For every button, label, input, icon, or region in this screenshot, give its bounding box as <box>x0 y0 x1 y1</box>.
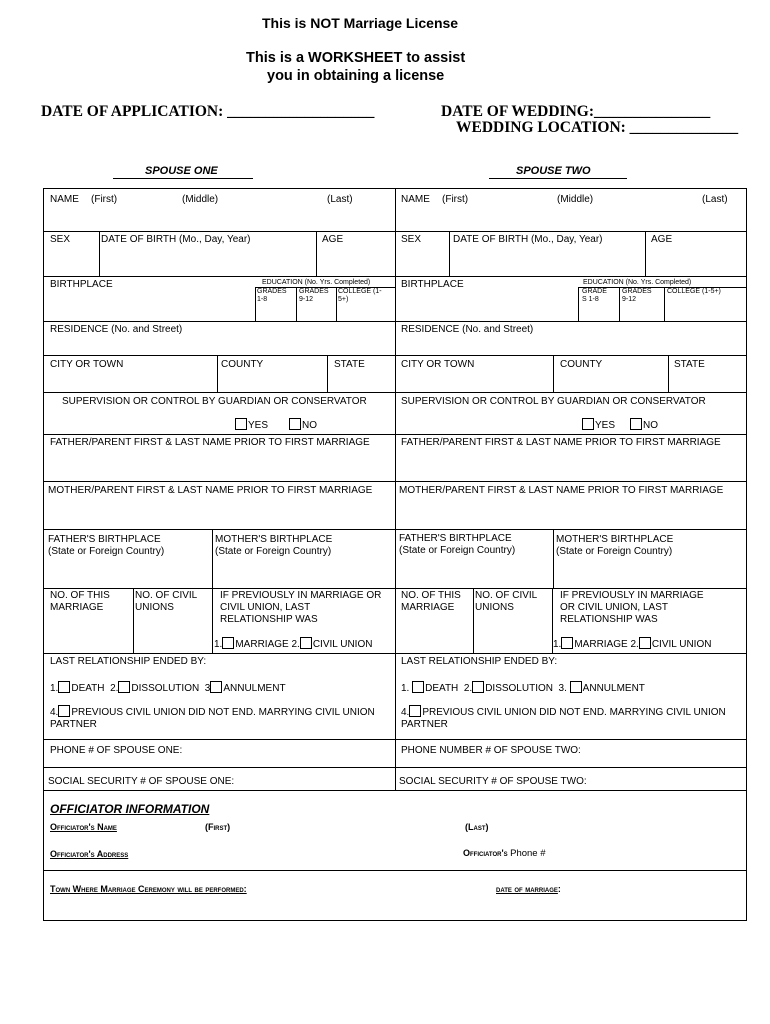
checkbox-icon[interactable] <box>412 681 424 693</box>
s1-first-label: (First) <box>91 194 118 205</box>
checkbox-icon[interactable] <box>630 418 642 430</box>
s2-phone-label: PHONE NUMBER # OF SPOUSE TWO: <box>401 745 581 756</box>
s2-mother-birthplace: MOTHER'S BIRTHPLACE (State or Foreign Country) <box>556 534 674 557</box>
s2-no-marriage: NO. OF THIS MARRIAGE <box>401 590 461 613</box>
s2-supervision-no[interactable]: NO <box>630 418 658 432</box>
checkbox-icon[interactable] <box>118 681 130 693</box>
s1-sex-label: SEX <box>50 234 71 245</box>
s2-supervision-label: SUPERVISION OR CONTROL BY GUARDIAN OR CONSERVATOR <box>401 396 706 407</box>
s2-college: COLLEGE (1-5+) <box>667 288 721 295</box>
s2-ended-options[interactable]: 1. DEATH 2. DISSOLUTION 3. ANNULMENT <box>401 683 645 694</box>
s1-supervision-no[interactable]: NO <box>289 418 317 432</box>
s1-middle-label: (Middle) <box>182 194 219 205</box>
s2-city-label: CITY OR TOWN <box>401 359 475 370</box>
officiator-first-label: (First) <box>205 822 231 832</box>
s1-birthplace-label: BIRTHPLACE <box>50 279 113 290</box>
s2-last-ended-label: LAST RELATIONSHIP ENDED BY: <box>401 656 558 667</box>
s1-previous-relationship: IF PREVIOUSLY IN MARRIAGE OR CIVIL UNION, LAST RELATIONSHIP WAS <box>220 590 382 625</box>
officiator-last-label: (Last) <box>465 822 489 832</box>
s1-education-label: EDUCATION (No. Yrs. Completed) <box>262 279 371 286</box>
not-license-notice: This is NOT Marriage License <box>262 15 459 31</box>
s1-dob-label: DATE OF BIRTH (Mo., Day, Year) <box>101 234 251 245</box>
checkbox-icon[interactable] <box>289 418 301 430</box>
s1-father-birthplace: FATHER'S BIRTHPLACE (State or Foreign Country) <box>48 534 165 557</box>
checkbox-icon[interactable] <box>210 681 222 693</box>
s1-supervision-label: SUPERVISION OR CONTROL BY GUARDIAN OR CONSERVATOR <box>62 396 367 407</box>
s2-county-label: COUNTY <box>560 359 603 370</box>
s2-education-label: EDUCATION (No. Yrs. Completed) <box>583 279 692 286</box>
s2-father-name-label: FATHER/PARENT FIRST & LAST NAME PRIOR TO FIRST MARRIAGE <box>401 437 721 448</box>
officiator-title: OFFICIATOR INFORMATION <box>50 802 210 816</box>
checkbox-icon[interactable] <box>300 637 312 649</box>
s1-county-label: COUNTY <box>221 359 264 370</box>
s1-grades-9-12: GRADES 9-12 <box>299 288 329 303</box>
s1-residence-label: RESIDENCE (No. and Street) <box>50 324 183 335</box>
checkbox-icon[interactable] <box>472 681 484 693</box>
checkbox-icon[interactable] <box>235 418 247 430</box>
s2-last-label: (Last) <box>702 194 728 205</box>
s2-grades-9-12: GRADES 9-12 <box>622 288 652 303</box>
spouse-two-title: SPOUSE TWO <box>516 165 591 177</box>
s1-mother-birthplace: MOTHER'S BIRTHPLACE (State or Foreign Country) <box>215 534 333 557</box>
s1-prev-options[interactable]: 1. MARRIAGE 2. CIVIL UNION <box>214 639 373 650</box>
s1-state-label: STATE <box>334 359 365 370</box>
s2-state-label: STATE <box>674 359 705 370</box>
s2-name-label: NAME <box>401 194 430 205</box>
s2-birthplace-label: BIRTHPLACE <box>401 279 464 290</box>
marriage-date-label[interactable]: date of marriage: <box>496 884 561 894</box>
checkbox-icon[interactable] <box>570 681 582 693</box>
s1-no-civil-unions: NO. OF CIVIL UNIONS <box>135 590 198 613</box>
s2-no-civil-unions: NO. OF CIVIL UNIONS <box>475 590 538 613</box>
officiator-phone-label[interactable]: Officiator's Phone # <box>463 848 546 859</box>
s2-residence-label: RESIDENCE (No. and Street) <box>401 324 534 335</box>
s2-grades-1-8: GRADE S 1-8 <box>582 288 607 303</box>
checkbox-icon[interactable] <box>222 637 234 649</box>
s2-first-label: (First) <box>442 194 469 205</box>
s1-phone-label: PHONE # OF SPOUSE ONE: <box>50 745 183 756</box>
checkbox-icon[interactable] <box>58 705 70 717</box>
date-of-wedding[interactable]: DATE OF WEDDING:_______________ <box>441 103 711 120</box>
s2-mother-name-label: MOTHER/PARENT FIRST & LAST NAME PRIOR TO FIRST MARRIAGE <box>399 485 724 496</box>
worksheet-line-2: you in obtaining a license <box>267 68 445 84</box>
s1-age-label: AGE <box>322 234 344 245</box>
worksheet-line-1: This is a WORKSHEET to assist <box>246 50 466 66</box>
s2-prev-options[interactable]: 1. MARRIAGE 2. CIVIL UNION <box>553 639 712 650</box>
s2-supervision-yes[interactable]: YES <box>582 418 615 432</box>
s1-father-name-label: FATHER/PARENT FIRST & LAST NAME PRIOR TO FIRST MARRIAGE <box>50 437 370 448</box>
s2-age-label: AGE <box>651 234 673 245</box>
s2-middle-label: (Middle) <box>557 194 594 205</box>
date-of-application[interactable]: DATE OF APPLICATION: ___________________ <box>41 103 375 120</box>
officiator-address-label[interactable]: Officiator's Address <box>50 849 129 859</box>
s1-no-marriage: NO. OF THIS MARRIAGE <box>50 590 110 613</box>
s2-previous-relationship: IF PREVIOUSLY IN MARRIAGE OR CIVIL UNION, LAST RELATIONSHIP WAS <box>560 590 704 625</box>
s1-grades-1-8: GRADES 1-8 <box>257 288 287 303</box>
s2-sex-label: SEX <box>401 234 422 245</box>
officiator-name-label[interactable]: Officiator's Name <box>50 822 117 832</box>
s1-name-label: NAME <box>50 194 79 205</box>
s1-last-label: (Last) <box>327 194 353 205</box>
s1-supervision-yes[interactable]: YES <box>235 418 268 432</box>
s2-ssn-label: SOCIAL SECURITY # OF SPOUSE TWO: <box>399 776 587 787</box>
wedding-location[interactable]: WEDDING LOCATION: ______________ <box>456 119 739 136</box>
s1-ended-option-4[interactable]: 4. PREVIOUS CIVIL UNION DID NOT END. MARRYING CIVIL UNION PARTNER <box>50 707 375 730</box>
spouse-one-title: SPOUSE ONE <box>145 165 218 177</box>
s1-city-label: CITY OR TOWN <box>50 359 124 370</box>
ceremony-town-label[interactable]: Town Where Marriage Ceremony will be performed: <box>50 884 247 894</box>
s1-ssn-label: SOCIAL SECURITY # OF SPOUSE ONE: <box>48 776 235 787</box>
s2-dob-label: DATE OF BIRTH (Mo., Day, Year) <box>453 234 603 245</box>
checkbox-icon[interactable] <box>639 637 651 649</box>
checkbox-icon[interactable] <box>582 418 594 430</box>
checkbox-icon[interactable] <box>561 637 573 649</box>
s1-mother-name-label: MOTHER/PARENT FIRST & LAST NAME PRIOR TO FIRST MARRIAGE <box>48 485 373 496</box>
s1-last-ended-label: LAST RELATIONSHIP ENDED BY: <box>50 656 207 667</box>
checkbox-icon[interactable] <box>409 705 421 717</box>
s2-father-birthplace: FATHER'S BIRTHPLACE (State or Foreign Country) <box>399 533 516 556</box>
s1-ended-options[interactable]: 1. DEATH 2. DISSOLUTION 3 ANNULMENT <box>50 683 286 694</box>
checkbox-icon[interactable] <box>58 681 70 693</box>
s1-college: COLLEGE (1- 5+) <box>338 288 382 303</box>
s2-ended-option-4[interactable]: 4. PREVIOUS CIVIL UNION DID NOT END. MARRYING CIVIL UNION PARTNER <box>401 707 726 730</box>
